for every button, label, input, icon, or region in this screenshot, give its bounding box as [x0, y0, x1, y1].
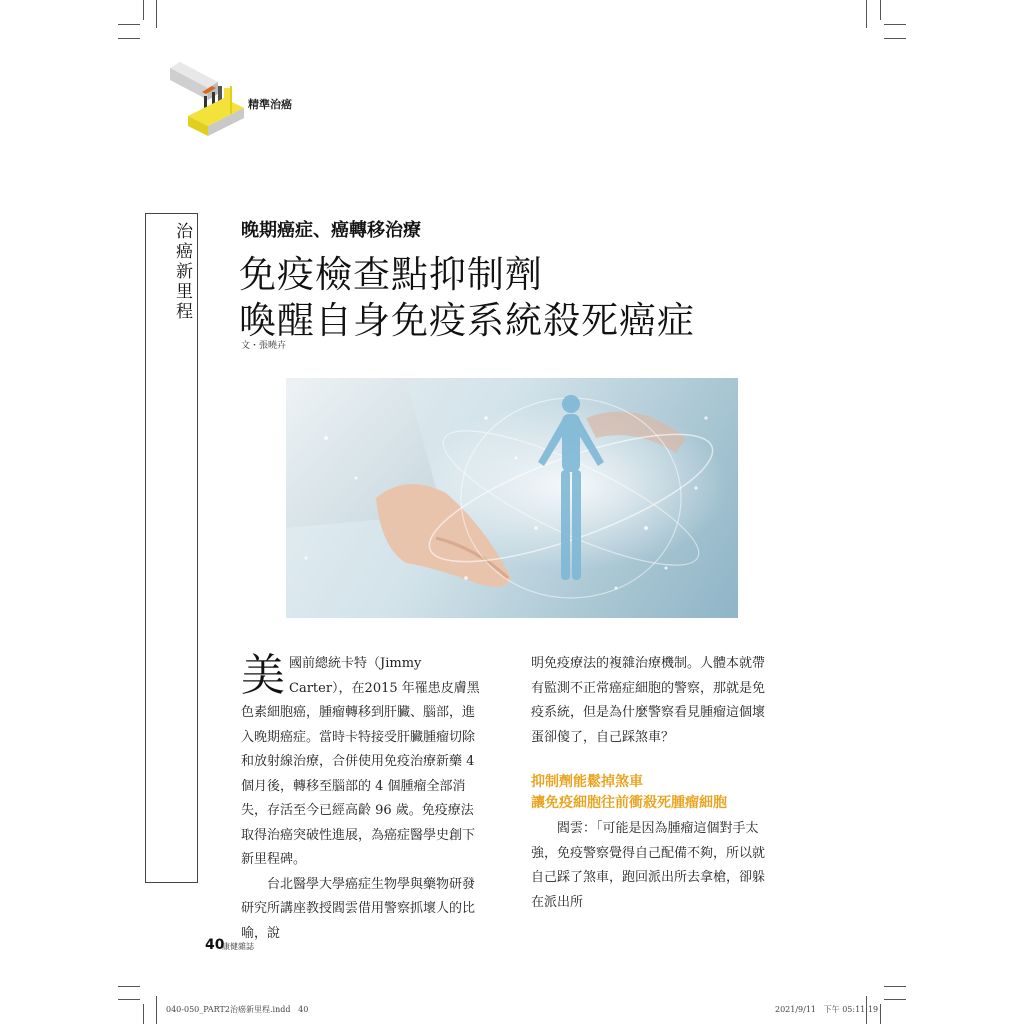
paragraph-2: 台北醫學大學癌症生物學與藥物研發研究所講座教授閻雲借用警察抓壞人的比喻，說: [241, 876, 476, 941]
crop-mark: [156, 996, 157, 1024]
article-title-line-1: 免疫檢查點抑制劑: [239, 253, 543, 296]
byline: 文・張曉卉: [241, 341, 287, 351]
article-subtitle: 晚期癌症、癌轉移治療: [241, 220, 421, 241]
crop-mark: [884, 986, 906, 987]
paragraph-1-text: 國前總統卡特（Jimmy Carter），在2015 年罹患皮膚黑色素細胞癌，腫瘤轉移到肝臟、腦部，進入晚期癌症。當時卡特接受肝臟腫瘤切除和放射線治療，合併使用免疫治療新藥 4 個月後，轉移至腦部的 4 個腫瘤全部消失，存活至今已經高齡 96 歲。免疫療法取得治癌突破性進展，為癌症醫學史創下新里程碑。: [241, 656, 480, 867]
article-column-2-top: [531, 652, 775, 750]
sidebar-series-title: 治癌新里程: [176, 222, 193, 322]
crop-mark: [143, 1004, 144, 1024]
crop-mark: [156, 0, 157, 28]
crop-mark: [118, 24, 140, 25]
magazine-name: 康健雜誌: [222, 942, 254, 951]
paragraph-3: 明免疫療法的複雜治療機制。人體本就帶有監測不正常癌症細胞的警察，那就是免疫系統，但是為什麼警察看見腫瘤這個壞蛋卻傻了，自己踩煞車？: [531, 656, 766, 745]
crop-mark: [118, 999, 140, 1000]
page-number: 40: [205, 937, 225, 953]
section-heading-line-1: 抑制劑能鬆掉煞車: [531, 774, 643, 790]
crop-mark: [866, 0, 867, 28]
crop-mark: [880, 1004, 881, 1024]
crop-mark: [880, 0, 881, 20]
dropcap: 美: [241, 650, 285, 701]
section-logo-icon: [166, 60, 250, 140]
paragraph-4: 閻雲：「可能是因為腫瘤這個對手太強，免疫警察覺得自己配備不夠，所以就自己踩了煞車，跑回派出所去拿槍，卻躲在派出所: [531, 821, 766, 910]
crop-mark: [118, 986, 140, 987]
article-title-line-2: 喚醒自身免疫系統殺死癌症: [239, 299, 695, 342]
hands-holding-figure-icon: [286, 378, 738, 618]
crop-mark: [118, 38, 140, 39]
section-heading-line-2: 讓免疫細胞往前衝殺死腫瘤細胞: [531, 795, 727, 811]
hero-image: [286, 378, 738, 618]
crop-mark: [884, 38, 906, 39]
section-label: 精準治癌: [248, 98, 292, 111]
article-column-2-bottom: [531, 817, 775, 915]
crop-mark: [884, 999, 906, 1000]
crop-mark: [143, 0, 144, 20]
slug-filename: 040-050_PART2治癌新里程.indd 40: [166, 1005, 309, 1014]
paragraph-1: [241, 652, 486, 873]
slug-timestamp: 2021/9/11 下午 05:11:19: [775, 1005, 879, 1014]
article-column-1: [241, 652, 486, 946]
crop-mark: [884, 24, 906, 25]
